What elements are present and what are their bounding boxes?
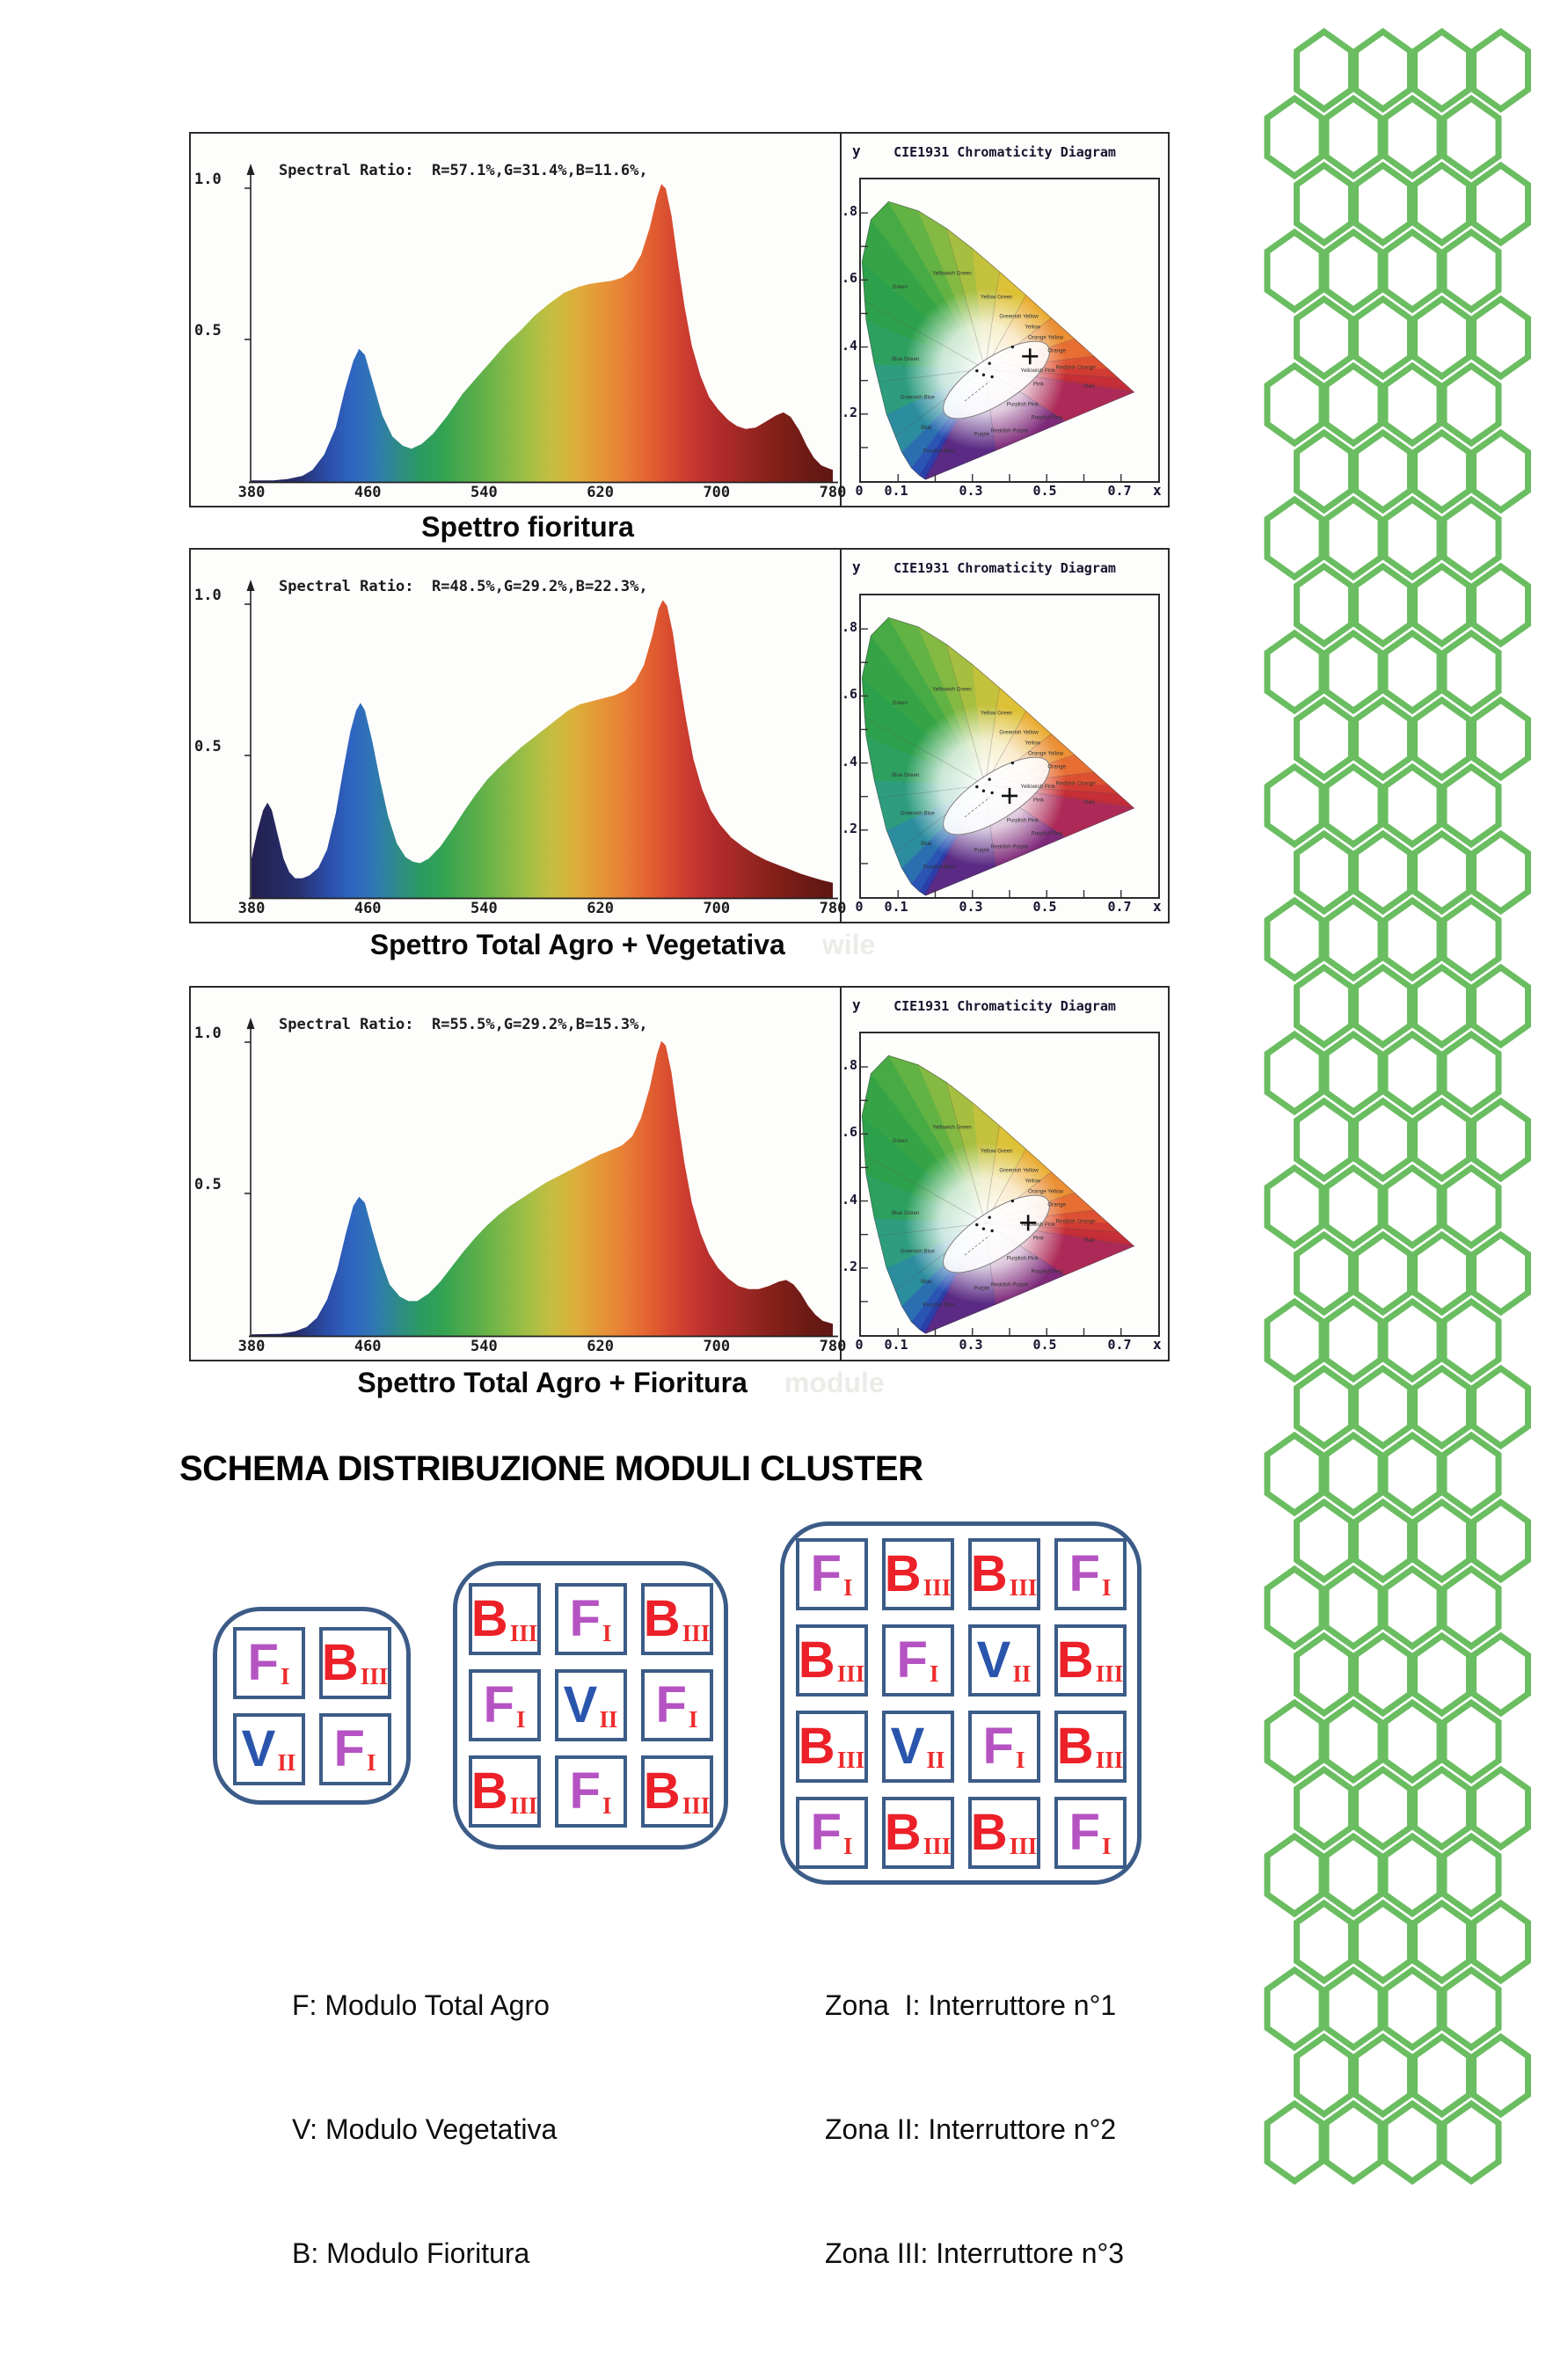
cie-region-label: Reddish Orange	[1055, 364, 1096, 371]
module-letter: F	[1068, 1803, 1100, 1861]
spectrum-panel	[191, 134, 847, 506]
zone-numeral: I	[602, 1791, 612, 1819]
zone-numeral: III	[1095, 1747, 1124, 1773]
cie-region-label: Purplish Red	[1031, 830, 1062, 837]
x-axis-tick-label: 380	[237, 484, 266, 501]
module-letter: B	[470, 1762, 508, 1820]
module-letter: F	[896, 1631, 928, 1689]
caption-text: Spettro Total Agro + Vegetativa	[369, 929, 785, 960]
cie-x-tick-label: 0.1	[884, 899, 908, 915]
zone-numeral: II	[599, 1705, 618, 1733]
cie-x-tick-label: 0.7	[1107, 899, 1132, 915]
spectrum-area	[252, 600, 833, 898]
cie-region-label: Greenish Yellow	[999, 729, 1039, 736]
x-axis-tick-label: 460	[354, 1338, 382, 1355]
cluster-cell	[469, 1755, 541, 1828]
cluster-cell	[641, 1669, 713, 1741]
cluster-cell	[882, 1711, 954, 1783]
zone-numeral: I	[842, 1833, 853, 1859]
zone-numeral: I	[280, 1663, 290, 1689]
cluster-cell	[319, 1713, 391, 1785]
zone-numeral: III	[509, 1619, 538, 1646]
cie-region-label: Purplish Red	[1031, 414, 1062, 421]
module-letter: V	[976, 1631, 1011, 1689]
legend-line: V: Modulo Vegetativa	[292, 2113, 558, 2145]
module-letter: F	[247, 1633, 279, 1691]
honeycomb-hexagons	[1267, 26, 1506, 2160]
section-title: SCHEMA DISTRIBUZIONE MODULI CLUSTER	[179, 1449, 923, 1488]
cie-chromaticity-diagram	[859, 178, 1160, 483]
chart-block-fioritura	[189, 132, 1170, 507]
cie-y-tick-label: .2	[842, 405, 858, 420]
spectrum-area	[252, 184, 833, 482]
module-letter: B	[1056, 1631, 1094, 1689]
cie-x-tick-label: 0.1	[884, 1337, 908, 1353]
cie-region-label: Purplish Blue	[923, 448, 955, 455]
zone-numeral: II	[277, 1749, 296, 1776]
cie-x-tick-label: 0	[855, 1337, 864, 1353]
zone-numeral: III	[836, 1747, 865, 1773]
legend-line: Zona III: Interruttore n°3	[825, 2237, 1125, 2269]
cluster-cell	[882, 1797, 954, 1869]
cie-region-label: Purplish Pink	[1006, 817, 1039, 824]
cie-region-label: Yellowish Pink	[1020, 1222, 1055, 1229]
chart-caption	[357, 1367, 884, 1399]
cie-y-axis-letter: y	[852, 142, 861, 159]
cie-x-axis-letter: x	[1153, 1336, 1162, 1353]
zone-numeral: III	[682, 1619, 711, 1646]
cluster-cell	[882, 1624, 954, 1697]
x-axis-tick-label: 780	[819, 1338, 847, 1355]
chart-caption	[370, 929, 876, 961]
module-letter: B	[798, 1631, 835, 1689]
cluster-cell	[555, 1583, 627, 1655]
cie-panel	[842, 988, 1168, 1360]
module-letter: B	[643, 1590, 681, 1647]
cluster-cell	[233, 1627, 305, 1699]
cie-region-label: Greenish Blue	[900, 394, 935, 401]
cie-region-label: Red	[1084, 383, 1095, 390]
cluster-cell	[796, 1624, 868, 1697]
x-axis-tick-label: 540	[470, 1338, 498, 1355]
caption-text: Spettro Total Agro + Fioritura	[357, 1367, 748, 1398]
cie-y-tick-label: .4	[842, 1192, 858, 1208]
cie-region-label: Orange Yellow	[1028, 750, 1063, 757]
spectrum-plot	[191, 134, 842, 506]
zone-numeral: III	[509, 1791, 538, 1819]
legend-line: B: Modulo Fioritura	[292, 2237, 530, 2269]
cluster-cell	[796, 1711, 868, 1783]
cie-region-label: Yellow	[1025, 740, 1041, 747]
cie-x-tick-label: 0	[855, 483, 864, 499]
cie-region-label: Greenish Yellow	[999, 313, 1039, 320]
cie-region-label: Purplish Blue	[923, 1302, 955, 1309]
zone-numeral: I	[1101, 1574, 1112, 1601]
cie-region-label: Orange	[1047, 347, 1066, 354]
cie-x-axis-letter: x	[1153, 482, 1162, 499]
zone-numeral: I	[688, 1705, 698, 1733]
cie-region-label: Reddish Purple	[990, 1281, 1029, 1288]
module-letter: B	[970, 1544, 1008, 1602]
spectrum-area	[252, 1041, 833, 1336]
legend-line: F: Modulo Total Agro	[292, 1989, 550, 2021]
cluster-cell	[233, 1713, 305, 1785]
cluster-cell	[319, 1627, 391, 1699]
module-letter: B	[643, 1762, 681, 1820]
cie-region-label: Purplish Red	[1031, 1268, 1062, 1275]
cluster-cell	[968, 1538, 1040, 1610]
cie-region-label: Yellowish Pink	[1020, 368, 1055, 375]
y-axis-tick-label: 1.0	[194, 171, 222, 188]
module-letter: V	[563, 1676, 598, 1733]
cluster-cell	[1054, 1538, 1127, 1610]
zone-numeral: I	[1101, 1833, 1112, 1859]
spectrum-panel	[191, 988, 847, 1360]
cie-x-tick-label: 0.3	[959, 483, 983, 499]
cie-region-label: Yellow Green	[980, 294, 1013, 301]
module-letter: B	[884, 1544, 922, 1602]
x-axis-tick-label: 380	[237, 900, 266, 917]
cie-region-label: Yellowish Green	[932, 1124, 972, 1131]
cie-region-label: Reddish Orange	[1055, 780, 1096, 787]
x-axis-tick-label: 460	[354, 484, 382, 501]
x-axis-tick-label: 780	[819, 900, 847, 917]
spectrum-plot	[191, 988, 842, 1360]
y-axis-tick-label: 1.0	[194, 1025, 222, 1042]
module-letter: V	[241, 1719, 276, 1777]
x-axis-tick-label: 780	[819, 484, 847, 501]
y-axis-tick-label: 1.0	[194, 587, 222, 604]
zone-numeral: III	[1009, 1833, 1038, 1859]
cie-y-tick-label: .6	[842, 1124, 858, 1140]
cie-y-axis-letter: y	[852, 996, 861, 1013]
chart-block-total-agro-vegetativa	[189, 548, 1170, 923]
cie-region-label: Orange	[1047, 1201, 1066, 1208]
module-letter: B	[884, 1803, 922, 1861]
module-letter: V	[890, 1717, 925, 1775]
zone-numeral: I	[366, 1749, 376, 1776]
module-letter: F	[1068, 1544, 1100, 1602]
module-legend	[292, 1902, 557, 2357]
cie-y-tick-label: .4	[842, 338, 858, 354]
zone-numeral: III	[923, 1833, 952, 1859]
cie-region-label: Pink	[1032, 797, 1044, 804]
cie-chromaticity-diagram	[859, 594, 1160, 899]
caption-text: Spettro fioritura	[421, 511, 634, 543]
y-axis-tick-label: 0.5	[194, 738, 222, 755]
cie-region-label: Purplish Pink	[1006, 1255, 1039, 1262]
spectrum-panel	[191, 550, 847, 922]
cie-region-label: Reddish Purple	[990, 427, 1029, 434]
cie-panel	[842, 134, 1168, 506]
x-axis-tick-label: 620	[587, 900, 614, 917]
cie-region-label: Greenish Blue	[900, 810, 935, 817]
cie-region-label: Purplish Pink	[1006, 401, 1039, 408]
cie-x-axis-letter: x	[1153, 898, 1162, 915]
module-letter: B	[470, 1590, 508, 1647]
zone-numeral: III	[360, 1663, 389, 1689]
cluster-cell	[641, 1583, 713, 1655]
cie-x-tick-label: 0.5	[1032, 899, 1057, 915]
module-letter: B	[1056, 1717, 1094, 1775]
cie-region-label: Blue Green	[892, 1209, 920, 1216]
cluster-cell	[1054, 1624, 1127, 1697]
cie-region-label: Blue Green	[892, 355, 920, 362]
cie-region-label: Red	[1084, 799, 1095, 806]
cluster-cell	[882, 1538, 954, 1610]
cie-y-tick-label: .2	[842, 1259, 858, 1274]
cie-region-label: Blue	[921, 1278, 932, 1285]
cluster-cell	[555, 1669, 627, 1741]
x-axis-tick-label: 380	[237, 1338, 266, 1355]
chart-caption	[421, 511, 634, 544]
module-letter: F	[810, 1803, 842, 1861]
zone-numeral: III	[923, 1574, 952, 1601]
legend-line: Zona II: Interruttore n°2	[825, 2113, 1117, 2145]
cluster-cell	[968, 1797, 1040, 1869]
module-letter: F	[810, 1544, 842, 1602]
x-axis-tick-label: 460	[354, 900, 382, 917]
zone-numeral: III	[1095, 1660, 1124, 1687]
cie-y-tick-label: .6	[842, 686, 858, 702]
module-letter: F	[483, 1676, 514, 1733]
legend-line: Zona I: Interruttore n°1	[825, 1989, 1117, 2021]
cie-region-label: Blue	[921, 424, 932, 431]
cie-y-axis-letter: y	[852, 558, 861, 575]
zone-numeral: I	[842, 1574, 853, 1601]
cluster-cell	[469, 1583, 541, 1655]
cluster-cell	[641, 1755, 713, 1828]
module-letter: B	[798, 1717, 835, 1775]
cie-region-label: Purplish Blue	[923, 864, 955, 871]
cluster-grid-2x2	[213, 1607, 411, 1805]
cie-region-label: Green	[892, 699, 908, 706]
spectral-ratio-text: Spectral Ratio: R=57.1%,G=31.4%,B=11.6%,	[279, 162, 648, 179]
cie-region-label: Yellow	[1025, 324, 1041, 331]
cie-region-label: Orange	[1047, 763, 1066, 770]
x-axis-tick-label: 620	[587, 484, 614, 501]
cie-region-label: Orange Yellow	[1028, 1188, 1063, 1195]
spectral-ratio-text: Spectral Ratio: R=55.5%,G=29.2%,B=15.3%,	[279, 1016, 648, 1033]
cie-region-label: Reddish Orange	[1055, 1218, 1096, 1225]
cie-region-label: Purple	[974, 431, 990, 438]
x-axis-tick-label: 700	[703, 484, 731, 501]
cie-x-tick-label: 0.5	[1032, 483, 1057, 499]
x-axis-tick-label: 700	[703, 900, 731, 917]
cluster-grid-4x4	[780, 1521, 1141, 1885]
cie-region-label: Red	[1084, 1237, 1095, 1244]
cie-x-tick-label: 0.3	[959, 899, 983, 915]
y-axis-tick-label: 0.5	[194, 322, 222, 339]
cie-region-label: Yellow Green	[980, 710, 1013, 717]
cie-region-label: Orange Yellow	[1028, 334, 1063, 341]
zone-numeral: I	[515, 1705, 526, 1733]
zone-numeral: III	[1009, 1574, 1038, 1601]
zone-numeral: III	[682, 1791, 711, 1819]
cie-title: CIE1931 Chromaticity Diagram	[893, 998, 1116, 1014]
cie-region-label: Pink	[1032, 1235, 1044, 1242]
y-axis-tick-label: 0.5	[194, 1176, 222, 1193]
cie-region-label: Yellowish Green	[932, 686, 972, 693]
cie-y-tick-label: .4	[842, 754, 858, 770]
module-letter: F	[655, 1676, 687, 1733]
zone-numeral: III	[836, 1660, 865, 1687]
cie-x-tick-label: 0.5	[1032, 1337, 1057, 1353]
cie-x-tick-label: 0.1	[884, 483, 908, 499]
cie-x-tick-label: 0.7	[1107, 483, 1132, 499]
zone-numeral: II	[926, 1747, 945, 1773]
x-axis-tick-label: 540	[470, 900, 498, 917]
cie-region-label: Green	[892, 283, 908, 290]
cie-x-tick-label: 0	[855, 899, 864, 915]
cie-title: CIE1931 Chromaticity Diagram	[893, 144, 1116, 160]
cie-region-label: Blue Green	[892, 771, 920, 778]
module-letter: F	[569, 1762, 601, 1820]
cie-y-tick-label: .8	[842, 619, 858, 635]
cluster-cell	[968, 1711, 1040, 1783]
cie-y-tick-label: .2	[842, 821, 858, 836]
cie-region-label: Blue	[921, 840, 932, 847]
zone-legend	[825, 1902, 1124, 2357]
cie-panel	[842, 550, 1168, 922]
zone-numeral: I	[929, 1660, 939, 1687]
cie-x-tick-label: 0.7	[1107, 1337, 1132, 1353]
cie-region-label: Yellowish Pink	[1020, 784, 1055, 791]
cie-y-tick-label: .6	[842, 270, 858, 286]
zone-numeral: I	[602, 1619, 612, 1646]
cluster-cell	[796, 1538, 868, 1610]
module-letter: B	[970, 1803, 1008, 1861]
cluster-cell	[469, 1669, 541, 1741]
spectrum-plot	[191, 550, 842, 922]
cie-x-tick-label: 0.3	[959, 1337, 983, 1353]
cie-chromaticity-diagram	[859, 1032, 1160, 1337]
cie-region-label: Green	[892, 1137, 908, 1144]
module-letter: B	[321, 1633, 359, 1691]
zone-numeral: II	[1012, 1660, 1032, 1687]
watermark-remnant: module	[784, 1367, 885, 1398]
cie-region-label: Greenish Blue	[900, 1248, 935, 1255]
cie-region-label: Greenish Yellow	[999, 1167, 1039, 1174]
cluster-cell	[1054, 1711, 1127, 1783]
module-letter: F	[982, 1717, 1014, 1775]
cie-region-label: Yellow	[1025, 1178, 1041, 1185]
module-letter: F	[569, 1590, 601, 1647]
cie-region-label: Reddish Purple	[990, 843, 1029, 850]
spectral-ratio-text: Spectral Ratio: R=48.5%,G=29.2%,B=22.3%,	[279, 578, 648, 595]
cie-region-label: Purple	[974, 1285, 990, 1292]
cie-y-tick-label: .8	[842, 203, 858, 219]
cie-region-label: Yellowish Green	[932, 270, 972, 277]
cie-region-label: Purple	[974, 847, 990, 854]
watermark-remnant: wile	[821, 929, 876, 960]
cluster-cell	[796, 1797, 868, 1869]
cluster-cell	[555, 1755, 627, 1828]
x-axis-tick-label: 540	[470, 484, 498, 501]
module-letter: F	[333, 1719, 365, 1777]
cie-region-label: Yellow Green	[980, 1148, 1013, 1155]
x-axis-tick-label: 620	[587, 1338, 614, 1355]
cluster-cell	[968, 1624, 1040, 1697]
x-axis-tick-label: 700	[703, 1338, 731, 1355]
cie-region-label: Pink	[1032, 381, 1044, 388]
honeycomb-pattern	[1267, 26, 1506, 2160]
cie-title: CIE1931 Chromaticity Diagram	[893, 560, 1116, 576]
zone-numeral: I	[1015, 1747, 1025, 1773]
cluster-cell	[1054, 1797, 1127, 1869]
chart-block-total-agro-fioritura	[189, 986, 1170, 1361]
cluster-grid-3x3	[453, 1561, 728, 1850]
cie-y-tick-label: .8	[842, 1057, 858, 1073]
